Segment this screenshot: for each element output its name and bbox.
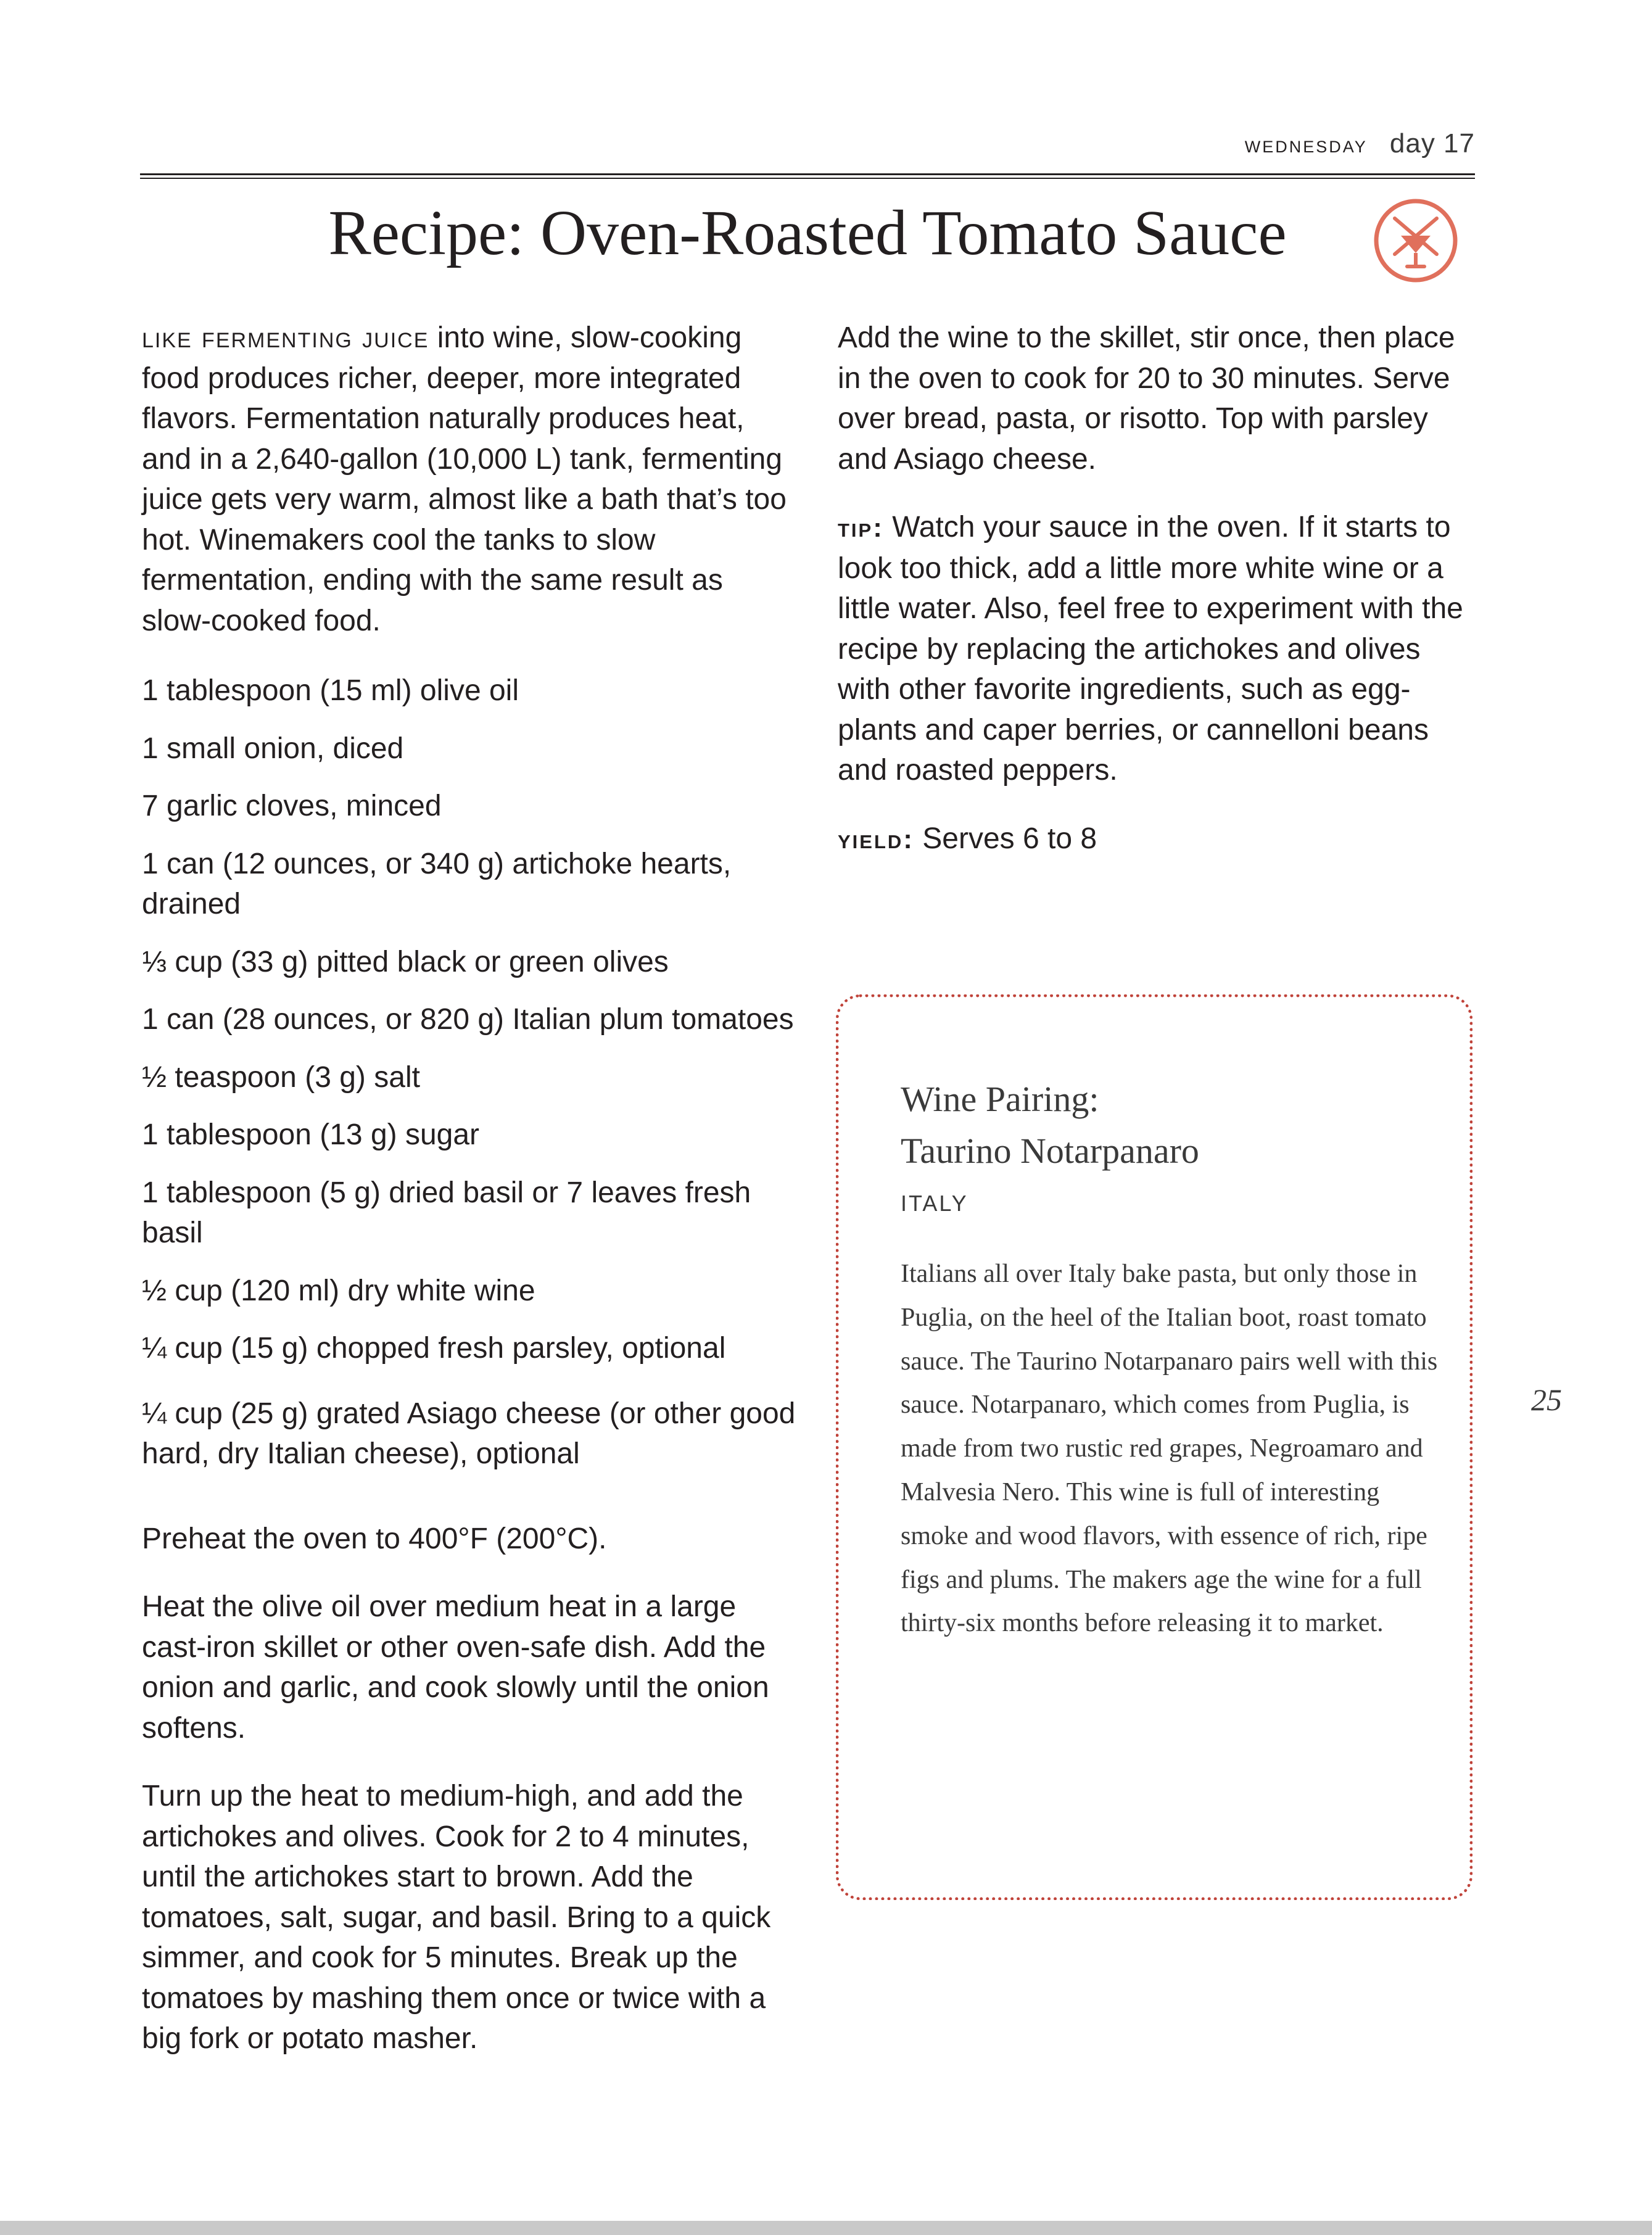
- intro-lead: like fermenting juice: [142, 321, 429, 354]
- header-rule-bottom: [140, 178, 1475, 179]
- ingredient-item: ¼ cup (25 g) grated Asiago cheese (or other good hard, dry Italian cheese), optional: [142, 1397, 796, 1470]
- scan-bottom-edge: [0, 2221, 1652, 2235]
- ingredient-item: ¼ cup (15 g) chopped fresh parsley, optional: [142, 1332, 726, 1365]
- step-paragraph: Turn up the heat to medium-high, and add the artichokes and olives. Cook for 2 to 4 minutes, until the artichokes start to brown. Add the tomatoes, salt, sugar, and basil. Bring to a quick simmer, and cook for 5 minutes. Break up the tomatoes by mashing them once or twice with a big fork or potato masher.: [142, 1780, 771, 2055]
- yield-text: Serves 6 to 8: [914, 822, 1097, 855]
- ingredient-item: 1 tablespoon (13 g) sugar: [142, 1118, 480, 1151]
- header-rule-top: [140, 173, 1475, 175]
- wine-description: [901, 1252, 1443, 1645]
- step-paragraph: Preheat the oven to 400°F (200°C).: [142, 1522, 607, 1555]
- wine-country: ITALY: [901, 1191, 968, 1216]
- ingredient-item: ½ cup (120 ml) dry white wine: [142, 1274, 535, 1307]
- page-number: 25: [1531, 1382, 1562, 1417]
- header-day-name: wednesday: [1244, 132, 1368, 158]
- ingredient-item: ½ teaspoon (3 g) salt: [142, 1060, 420, 1094]
- yield-label: yield:: [838, 824, 914, 854]
- ingredient-item: 1 can (12 ounces, or 340 g) artichoke hearts, drained: [142, 847, 732, 920]
- wine-pairing-heading: Wine Pairing:: [901, 1079, 1099, 1119]
- ingredient-item: 1 tablespoon (5 g) dried basil or 7 leaves fresh basil: [142, 1176, 751, 1249]
- ingredient-item: 7 garlic cloves, minced: [142, 790, 442, 822]
- step-paragraph: Heat the olive oil over medium heat in a large cast-iron skillet or other oven-safe dish. Add the onion and garlic, and cook slowly until the onion softens.: [142, 1590, 769, 1745]
- wine-description-text: Italians all over Italy bake pasta, but only those in Puglia, on the heel of the Italian boot, roast tomato sauce. The Taurino Notarpanaro pairs well with this sauce. Notarpanaro, which comes from Puglia, is made from two rustic red grapes, Negroamaro and Malvesia Nero. This wine is full of interesting smoke and wood flavors, with essence of rich, ripe figs and plums. The makers age the wine for a full thirty-six months before releasing it to market.: [901, 1260, 1438, 1638]
- left-column: [142, 318, 796, 2059]
- ingredient-item: 1 small onion, diced: [142, 732, 404, 765]
- intro-text: into wine, slow-cooking food produces richer, deeper, more integrated flavors. Fermentation naturally produces heat, and in a 2,640-gallon (10,000 L) tank, fermenting juice gets very warm, almost like a bath that’s too hot. Winemakers cool the tanks to slow fermentation, ending with the same result as slow-cooked food.: [142, 321, 787, 637]
- wine-pairing-title: [901, 1073, 1443, 1177]
- right-column: [838, 318, 1479, 859]
- ingredient-item: ⅓ cup (33 g) pitted black or green olives: [142, 945, 669, 978]
- wine-name: Taurino Notarpanaro: [901, 1131, 1199, 1171]
- ingredient-item: 1 tablespoon (15 ml) olive oil: [142, 674, 519, 707]
- step-paragraph: Add the wine to the skillet, stir once, then place in the oven to cook for 20 to 30 minutes. Serve over bread, pasta, or risotto. Top with parsley and Asiago cheese.: [838, 321, 1455, 476]
- running-header: [1245, 128, 1475, 159]
- no-food-wine-icon: [1373, 197, 1459, 284]
- intro-paragraph: [142, 318, 796, 641]
- tip-label: tip:: [838, 513, 884, 543]
- tip-paragraph: [838, 507, 1479, 791]
- ingredient-item: 1 can (28 ounces, or 820 g) Italian plum tomatoes: [142, 1003, 794, 1036]
- tip-text: Watch your sauce in the oven. If it starts to look too thick, add a little more white wine or a little water. Also, feel free to experiment with the recipe by replacing the artichokes and olives with other favorite ingredients, such as egg-plants and caper berries, or cannelloni beans and roasted peppers.: [838, 511, 1463, 787]
- page-title: Recipe: Oven-Roasted Tomato Sauce: [328, 197, 1287, 268]
- yield-paragraph: [838, 819, 1479, 860]
- header-day-number: day 17: [1389, 128, 1475, 159]
